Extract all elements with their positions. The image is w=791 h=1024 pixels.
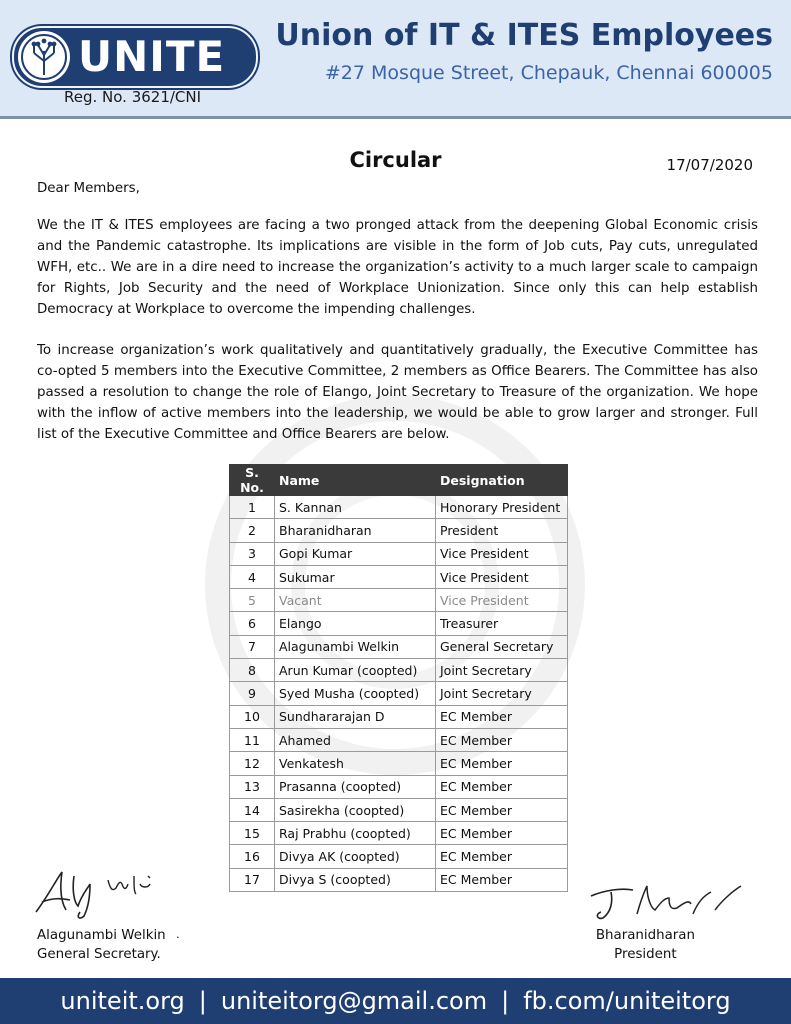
cell-designation: Vice President (436, 565, 568, 588)
cell-sno: 4 (230, 565, 275, 588)
cell-sno: 12 (230, 752, 275, 775)
cell-sno: 10 (230, 705, 275, 728)
cell-name: Ahamed (275, 728, 436, 751)
cell-name: Arun Kumar (coopted) (275, 659, 436, 682)
cell-name: Divya AK (coopted) (275, 845, 436, 868)
footer-separator: | (501, 987, 510, 1015)
facebook-link[interactable]: fb.com/uniteitorg (523, 987, 731, 1015)
cell-sno: 17 (230, 868, 275, 891)
table-row (230, 635, 568, 658)
cell-designation: Joint Secretary (436, 682, 568, 705)
cell-name: Prasanna (coopted) (275, 775, 436, 798)
cell-name: Sukumar (275, 565, 436, 588)
cell-designation: Treasurer (436, 612, 568, 635)
table-row-vacant (230, 589, 568, 612)
email-link[interactable]: uniteitorg@gmail.com (220, 987, 488, 1015)
table-row (230, 775, 568, 798)
cell-sno: 13 (230, 775, 275, 798)
website-link[interactable]: uniteit.org (60, 987, 185, 1015)
signature-general-secretary (30, 858, 170, 922)
cell-name: Sasirekha (coopted) (275, 798, 436, 821)
table-row (230, 705, 568, 728)
cell-sno: 9 (230, 682, 275, 705)
registration-number: Reg. No. 3621/CNI (64, 88, 202, 106)
cell-sno: 6 (230, 612, 275, 635)
table-row (230, 496, 568, 519)
cell-name: Bharanidharan (275, 519, 436, 542)
cell-designation: Vice President (436, 589, 568, 612)
signatory-role: President (614, 947, 677, 962)
signatory-name: Alagunambi Welkin (37, 928, 166, 943)
cell-designation: EC Member (436, 845, 568, 868)
cell-sno: 5 (230, 589, 275, 612)
cell-sno: 14 (230, 798, 275, 821)
cell-name: Venkatesh (275, 752, 436, 775)
letterhead (0, 0, 791, 119)
cell-name: Raj Prabhu (coopted) (275, 822, 436, 845)
footer-separator: | (198, 987, 207, 1015)
office-bearers-table (229, 464, 568, 892)
cell-designation: Honorary President (436, 496, 568, 519)
cell-name: Vacant (275, 589, 436, 612)
table-row (230, 542, 568, 565)
circular-title: Circular (349, 148, 442, 172)
circuit-tree-icon (18, 31, 70, 83)
table-row (230, 565, 568, 588)
contact-footer (0, 978, 791, 1024)
cell-name: S. Kannan (275, 496, 436, 519)
signatory-role: General Secretary. (37, 947, 161, 962)
cell-designation: EC Member (436, 728, 568, 751)
cell-sno: 7 (230, 635, 275, 658)
cell-name: Divya S (coopted) (275, 868, 436, 891)
cell-name: Syed Musha (coopted) (275, 682, 436, 705)
cell-designation: General Secretary (436, 635, 568, 658)
organization-address: #27 Mosque Street, Chepauk, Chennai 600005 (324, 62, 773, 84)
union-logo (12, 26, 258, 88)
cell-name: Sundhararajan D (275, 705, 436, 728)
cell-designation: Joint Secretary (436, 659, 568, 682)
cell-designation: President (436, 519, 568, 542)
cell-name: Alagunambi Welkin (275, 635, 436, 658)
cell-designation: EC Member (436, 868, 568, 891)
table-row (230, 612, 568, 635)
signatory-general-secretary (37, 926, 166, 964)
table-row (230, 728, 568, 751)
cell-designation: EC Member (436, 798, 568, 821)
cell-designation: EC Member (436, 775, 568, 798)
table-row (230, 752, 568, 775)
cell-name: Elango (275, 612, 436, 635)
cell-sno: 1 (230, 496, 275, 519)
cell-sno: 3 (230, 542, 275, 565)
signature-dot: . (176, 926, 180, 941)
column-header-name: Name (275, 465, 436, 496)
signatory-name: Bharanidharan (595, 928, 695, 943)
cell-sno: 15 (230, 822, 275, 845)
cell-sno: 2 (230, 519, 275, 542)
table-header-row (230, 465, 568, 496)
cell-designation: EC Member (436, 705, 568, 728)
cell-designation: Vice President (436, 542, 568, 565)
signatory-president (596, 926, 695, 964)
logo-wordmark: UNITE (78, 32, 226, 81)
cell-sno: 16 (230, 845, 275, 868)
cell-designation: EC Member (436, 752, 568, 775)
table-row (230, 659, 568, 682)
cell-designation: EC Member (436, 822, 568, 845)
salutation: Dear Members, (37, 181, 140, 196)
cell-sno: 8 (230, 659, 275, 682)
organization-name: Union of IT & ITES Employees (275, 18, 773, 53)
cell-sno: 11 (230, 728, 275, 751)
table-row (230, 682, 568, 705)
circular-date: 17/07/2020 (666, 156, 753, 174)
column-header-sno: S. No. (230, 465, 275, 496)
table-row (230, 845, 568, 868)
signature-president (585, 880, 745, 924)
cell-name: Gopi Kumar (275, 542, 436, 565)
table-row (230, 798, 568, 821)
table-row (230, 822, 568, 845)
paragraph-crisis: We the IT & ITES employees are facing a two pronged attack from the deepening Global Economic crisis and the Pandemic catastrophe. Its implications are visible in the form of Job cuts, Pay cuts, unregulated WFH, etc.. We are in a dire need to increase the organization’s activity to a much larger scale to campaign for Rights, Job Security and the need of Workplace Unionization. Since only this can help establish Democracy at Workplace to overcome the impending challenges. (37, 218, 758, 317)
paragraph-committee: To increase organization’s work qualitatively and quantitatively gradually, the Executive Committee has co-opted 5 members into the Executive Committee, 2 members as Office Bearers. The Committee has also passed a resolution to change the role of Elango, Joint Secretary to Treasure of the organization. We hope with the inflow of active members into the leadership, we would be able to grow larger and stronger. Full list of the Executive Committee and Office Bearers are below. (37, 343, 758, 442)
column-header-designation: Designation (436, 465, 568, 496)
table-row (230, 868, 568, 891)
table-row (230, 519, 568, 542)
